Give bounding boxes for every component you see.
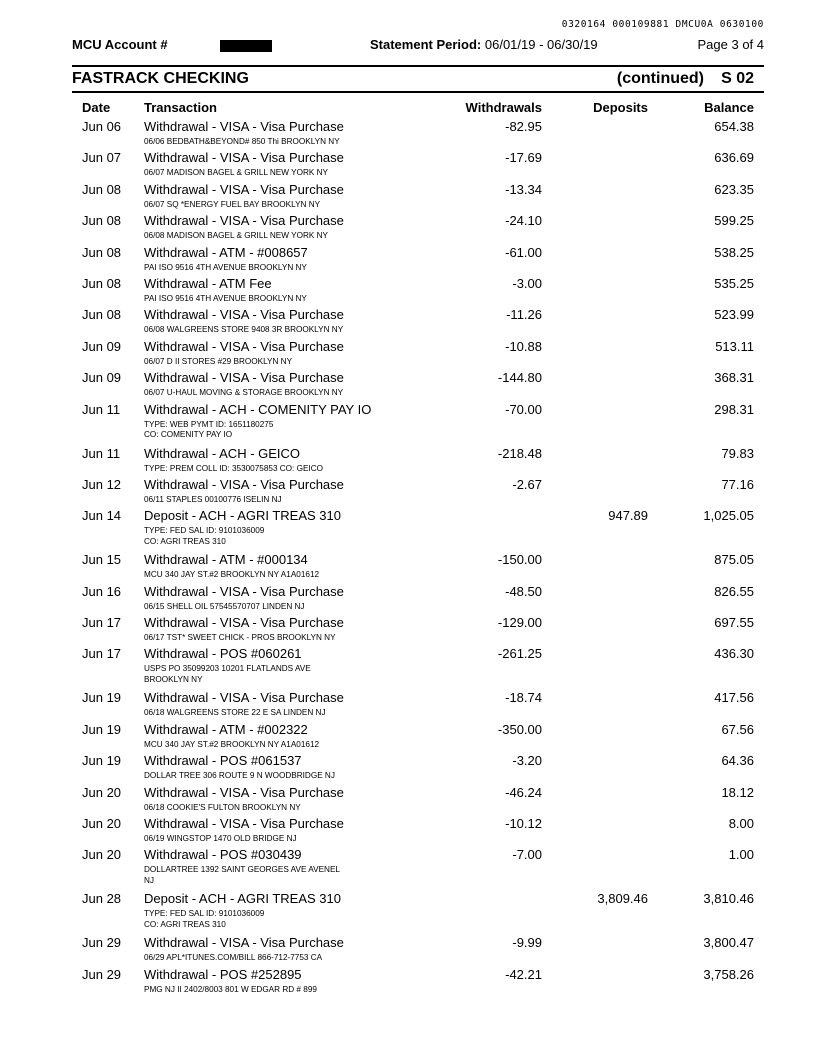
- row-description: Withdrawal - POS #061537: [144, 753, 302, 769]
- row-details: [144, 168, 328, 179]
- row-details: [144, 357, 292, 368]
- table-row: [72, 276, 764, 307]
- row-withdrawal: -2.67: [512, 476, 542, 492]
- table-row: [72, 753, 764, 784]
- row-detail-line: USPS PO 35099203 10201 FLATLANDS AVE: [144, 664, 311, 674]
- row-details: [144, 137, 340, 148]
- row-withdrawal: -3.00: [512, 275, 542, 291]
- period-label: Statement Period:: [370, 37, 482, 52]
- row-withdrawal: -3.20: [512, 753, 542, 769]
- row-detail-line: PAI ISO 9516 4TH AVENUE BROOKLYN NY: [144, 293, 307, 303]
- row-detail-line: TYPE: FED SAL ID: 9101036009: [144, 526, 265, 536]
- row-details: [144, 388, 343, 399]
- row-detail-line: CO: AGRI TREAS 310: [144, 919, 226, 929]
- table-row: [72, 816, 764, 847]
- row-balance: 3,758.26: [703, 966, 754, 982]
- row-description: Withdrawal - VISA - Visa Purchase: [144, 615, 344, 631]
- row-detail-line: BROOKLYN NY: [144, 674, 203, 684]
- row-withdrawal: -17.69: [505, 150, 542, 166]
- row-detail-line: MCU 340 JAY ST.#2 BROOKLYN NY A1A01612: [144, 570, 320, 580]
- row-detail-line: 06/11 STAPLES 00100776 ISELIN NJ: [144, 494, 282, 504]
- row-withdrawal: -24.10: [505, 213, 542, 229]
- column-headers: [72, 100, 764, 116]
- row-balance: 538.25: [714, 244, 754, 260]
- table-row: [72, 785, 764, 816]
- row-detail-line: 06/17 TST* SWEET CHICK - PROS BROOKLYN NY: [144, 633, 336, 643]
- table-row: [72, 847, 764, 891]
- row-detail-line: CO: AGRI TREAS 310: [144, 536, 226, 546]
- row-balance: 18.12: [721, 784, 754, 800]
- row-details: [144, 495, 282, 506]
- row-detail-line: TYPE: PREM COLL ID: 3530075853 CO: GEICO: [144, 463, 323, 473]
- row-detail-line: PMG NJ II 2402/8003 801 W EDGAR RD # 899: [144, 984, 317, 994]
- col-transaction: Transaction: [144, 100, 217, 115]
- row-date: Jun 09: [82, 338, 122, 354]
- table-row: [72, 935, 764, 966]
- row-withdrawal: -350.00: [497, 721, 542, 737]
- table-row: [72, 245, 764, 276]
- row-date: Jun 11: [82, 401, 121, 417]
- row-details: [144, 420, 273, 441]
- table-row: [72, 967, 764, 998]
- row-detail-line: PAI ISO 9516 4TH AVENUE BROOKLYN NY: [144, 262, 307, 272]
- row-withdrawal: -10.88: [505, 338, 542, 354]
- row-withdrawal: -218.48: [497, 445, 542, 461]
- row-balance: 3,810.46: [703, 891, 754, 907]
- row-withdrawal: -129.00: [497, 615, 542, 631]
- row-description: Withdrawal - VISA - Visa Purchase: [144, 816, 344, 832]
- row-withdrawal: -82.95: [505, 119, 542, 134]
- row-balance: 67.56: [721, 721, 754, 737]
- row-deposit: 3,809.46: [597, 891, 648, 907]
- row-balance: 8.00: [728, 816, 754, 832]
- row-description: Deposit - ACH - AGRI TREAS 310: [144, 508, 341, 524]
- ocr-scanline: 0320164 000109881 DMCU0A 0630100: [561, 19, 764, 30]
- row-withdrawal: -261.25: [497, 646, 542, 662]
- row-date: Jun 08: [82, 307, 122, 323]
- row-details: [144, 909, 264, 930]
- table-row: [72, 213, 764, 244]
- table-row: [72, 477, 764, 508]
- row-details: [144, 953, 322, 964]
- row-details: [144, 834, 297, 845]
- table-row: [72, 552, 764, 583]
- row-balance: 513.11: [715, 338, 754, 354]
- row-detail-line: 06/06 BEDBATH&BEYOND# 850 Thi BROOKLYN NY: [144, 137, 340, 146]
- row-details: [144, 294, 307, 305]
- row-details: [144, 325, 343, 336]
- row-details: [144, 664, 311, 685]
- row-details: [144, 263, 307, 274]
- table-row: [72, 646, 764, 690]
- row-date: Jun 20: [82, 847, 122, 863]
- header-rule: [72, 65, 764, 67]
- col-balance: Balance: [704, 100, 754, 115]
- row-date: Jun 20: [82, 816, 122, 832]
- row-detail-line: 06/08 MADISON BAGEL & GRILL NEW YORK NY: [144, 231, 328, 241]
- row-detail-line: 06/19 WINGSTOP 1470 OLD BRIDGE NJ: [144, 834, 297, 844]
- row-date: Jun 08: [82, 181, 122, 197]
- row-details: [144, 865, 340, 886]
- table-row: [72, 370, 764, 401]
- row-balance: 298.31: [714, 401, 754, 417]
- row-description: Withdrawal - ATM Fee: [144, 275, 272, 291]
- row-description: Withdrawal - VISA - Visa Purchase: [144, 583, 344, 599]
- redacted-account-number: [220, 40, 272, 52]
- row-details: [144, 526, 264, 547]
- table-row: [72, 891, 764, 935]
- row-detail-line: NJ: [144, 875, 155, 885]
- row-detail-line: TYPE: FED SAL ID: 9101036009: [144, 909, 265, 919]
- row-date: Jun 08: [82, 244, 122, 260]
- row-balance: 599.25: [714, 213, 754, 229]
- row-withdrawal: -10.12: [505, 816, 542, 832]
- row-details: [144, 231, 328, 242]
- row-description: Withdrawal - VISA - Visa Purchase: [144, 370, 344, 386]
- row-withdrawal: -7.00: [512, 847, 542, 863]
- row-balance: 1.00: [728, 847, 754, 863]
- account-label: MCU Account #: [72, 37, 168, 52]
- row-description: Withdrawal - VISA - Visa Purchase: [144, 935, 344, 951]
- row-description: Withdrawal - VISA - Visa Purchase: [144, 213, 344, 229]
- table-row: [72, 722, 764, 753]
- row-description: Withdrawal - VISA - Visa Purchase: [144, 307, 344, 323]
- table-row: [72, 182, 764, 213]
- row-detail-line: TYPE: WEB PYMT ID: 1651180275: [144, 419, 274, 429]
- row-details: [144, 985, 317, 996]
- transaction-list: [72, 119, 764, 998]
- row-details: [144, 633, 336, 644]
- row-withdrawal: -61.00: [505, 244, 542, 260]
- row-date: Jun 16: [82, 583, 122, 599]
- row-details: [144, 570, 319, 581]
- row-date: Jun 19: [82, 721, 122, 737]
- section-code: S 02: [721, 70, 754, 87]
- row-date: Jun 19: [82, 753, 122, 769]
- row-balance: 1,025.05: [703, 508, 754, 524]
- row-description: Withdrawal - VISA - Visa Purchase: [144, 181, 344, 197]
- table-row: [72, 584, 764, 615]
- row-date: Jun 08: [82, 275, 122, 291]
- row-description: Withdrawal - VISA - Visa Purchase: [144, 476, 344, 492]
- col-deposits: Deposits: [593, 100, 648, 115]
- row-date: Jun 15: [82, 552, 122, 568]
- row-balance: 636.69: [714, 150, 754, 166]
- row-description: Withdrawal - ATM - #000134: [144, 552, 308, 568]
- table-row: [72, 446, 764, 477]
- row-detail-line: 06/15 SHELL OIL 57545570707 LINDEN NJ: [144, 601, 305, 611]
- row-date: Jun 29: [82, 966, 122, 982]
- section-continued: (continued): [616, 70, 704, 87]
- row-detail-line: DOLLARTREE 1392 SAINT GEORGES AVE AVENEL: [144, 865, 340, 875]
- row-description: Withdrawal - VISA - Visa Purchase: [144, 119, 344, 134]
- row-balance: 417.56: [714, 690, 754, 706]
- row-withdrawal: -46.24: [505, 784, 542, 800]
- section-rule: [72, 91, 764, 93]
- row-date: Jun 08: [82, 213, 122, 229]
- row-date: Jun 20: [82, 784, 122, 800]
- statement-period: [370, 37, 598, 52]
- row-description: Withdrawal - POS #252895: [144, 966, 302, 982]
- row-description: Withdrawal - POS #030439: [144, 847, 302, 863]
- statement-header: [72, 37, 764, 55]
- row-withdrawal: -42.21: [505, 966, 542, 982]
- row-date: Jun 29: [82, 935, 122, 951]
- row-detail-line: CO: COMENITY PAY IO: [144, 430, 233, 440]
- row-balance: 654.38: [714, 119, 754, 134]
- row-detail-line: 06/07 D II STORES #29 BROOKLYN NY: [144, 356, 293, 366]
- row-balance: 3,800.47: [703, 935, 754, 951]
- row-date: Jun 17: [82, 646, 122, 662]
- row-balance: 826.55: [714, 583, 754, 599]
- row-details: [144, 803, 301, 814]
- row-detail-line: 06/29 APL*ITUNES.COM/BILL 866-712-7753 CA: [144, 953, 323, 963]
- row-balance: 436.30: [714, 646, 754, 662]
- row-details: [144, 464, 323, 475]
- row-balance: 623.35: [714, 181, 754, 197]
- row-withdrawal: -9.99: [512, 935, 542, 951]
- row-description: Withdrawal - VISA - Visa Purchase: [144, 690, 344, 706]
- table-row: [72, 508, 764, 552]
- row-detail-line: MCU 340 JAY ST.#2 BROOKLYN NY A1A01612: [144, 739, 320, 749]
- table-row: [72, 150, 764, 181]
- table-row: [72, 690, 764, 721]
- row-detail-line: DOLLAR TREE 306 ROUTE 9 N WOODBRIDGE NJ: [144, 771, 335, 781]
- row-detail-line: 06/07 SQ *ENERGY FUEL BAY BROOKLYN NY: [144, 199, 321, 209]
- row-details: [144, 708, 326, 719]
- row-withdrawal: -48.50: [505, 583, 542, 599]
- row-withdrawal: -150.00: [497, 552, 542, 568]
- row-date: Jun 28: [82, 891, 122, 907]
- section-name: FASTRACK CHECKING: [72, 70, 249, 87]
- row-withdrawal: -144.80: [497, 370, 542, 386]
- row-detail-line: 06/07 U-HAUL MOVING & STORAGE BROOKLYN NY: [144, 388, 344, 398]
- row-withdrawal: -13.34: [505, 181, 542, 197]
- table-row: [72, 615, 764, 646]
- row-details: [144, 771, 335, 782]
- row-balance: 697.55: [714, 615, 754, 631]
- row-balance: 64.36: [721, 753, 754, 769]
- row-date: Jun 07: [82, 150, 122, 166]
- row-detail-line: 06/07 MADISON BAGEL & GRILL NEW YORK NY: [144, 168, 328, 178]
- table-row: [72, 402, 764, 446]
- row-date: Jun 17: [82, 615, 122, 631]
- row-description: Withdrawal - VISA - Visa Purchase: [144, 338, 344, 354]
- row-date: Jun 12: [82, 476, 122, 492]
- row-balance: 875.05: [714, 552, 754, 568]
- row-date: Jun 06: [82, 119, 122, 134]
- row-description: Withdrawal - VISA - Visa Purchase: [144, 150, 344, 166]
- row-balance: 79.83: [721, 445, 754, 461]
- row-description: Withdrawal - ATM - #002322: [144, 721, 308, 737]
- row-withdrawal: -70.00: [505, 401, 542, 417]
- row-details: [144, 740, 319, 751]
- table-row: [72, 119, 764, 150]
- row-date: Jun 09: [82, 370, 122, 386]
- row-description: Withdrawal - ACH - GEICO: [144, 445, 301, 461]
- row-deposit: 947.89: [608, 508, 648, 524]
- row-detail-line: 06/18 COOKIE'S FULTON BROOKLYN NY: [144, 802, 301, 812]
- row-detail-line: 06/18 WALGREENS STORE 22 E SA LINDEN NJ: [144, 708, 326, 718]
- row-date: Jun 11: [82, 445, 121, 461]
- row-details: [144, 602, 305, 613]
- table-row: [72, 307, 764, 338]
- row-description: Withdrawal - VISA - Visa Purchase: [144, 784, 344, 800]
- col-date: Date: [82, 100, 111, 115]
- row-description: Withdrawal - ACH - COMENITY PAY IO: [144, 401, 372, 417]
- row-description: Deposit - ACH - AGRI TREAS 310: [144, 891, 341, 907]
- row-description: Withdrawal - ATM - #008657: [144, 244, 308, 260]
- row-description: Withdrawal - POS #060261: [144, 646, 302, 662]
- row-detail-line: 06/08 WALGREENS STORE 9408 3R BROOKLYN NY: [144, 325, 344, 335]
- section-heading: [72, 70, 764, 90]
- col-withdrawals: Withdrawals: [465, 100, 542, 115]
- row-balance: 368.31: [714, 370, 754, 386]
- period-value: 06/01/19 - 06/30/19: [484, 37, 598, 52]
- row-balance: 523.99: [714, 307, 754, 323]
- row-withdrawal: -18.74: [505, 690, 542, 706]
- row-date: Jun 14: [82, 508, 122, 524]
- page-number: Page 3 of 4: [697, 37, 764, 52]
- row-balance: 535.25: [714, 275, 754, 291]
- row-details: [144, 200, 320, 211]
- row-date: Jun 19: [82, 690, 122, 706]
- table-row: [72, 339, 764, 370]
- row-withdrawal: -11.26: [506, 307, 542, 323]
- row-balance: 77.16: [721, 476, 754, 492]
